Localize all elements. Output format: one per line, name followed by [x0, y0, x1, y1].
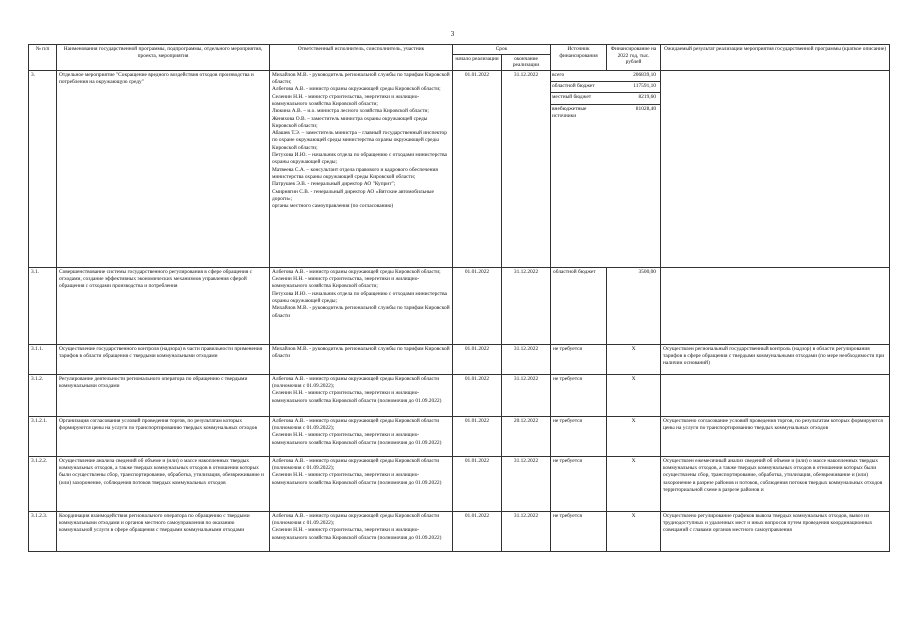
- table-row: [29, 70, 890, 267]
- row-name: Координация взаимодействия регионального оператора по обращению с твердыми коммунальными отходами и органов местного самоуправления по оказанию коммунальной услуги в сфере обращения с твердыми коммунальными отходами: [57, 511, 270, 551]
- row-executor: Михайлов М.В. - руководитель региональной службы по тарифам Кировской области; Албегова А.В. - министр охраны окружающей среды Кировской области; Селенин Н.Н. - министр строительства, энергетики и жилищно-коммунального хозяйства Кировской области; Люкина А.В. – и.о. министра лесного хозяйства Кировской области; Женяхова О.В. – заместитель министра охраны окружающей среды Кировской области; Абашев Т.Э. – заместитель министра – главный государственный инспектор по охране окружающей среды министерства охраны окружающей среды Кировской области; Петухова И.Ю. – начальник отдела по обращению с отходами министерства охраны окружающей среды; Матвеева С.А. – консультант отдела правового и кадрового обеспечения министерства охраны окружающей среды Кировской области; Патрушев Э.В. - генеральный директор АО "Куприт"; Смирнягин С.В. - генеральный директор АО «Вятские автомобильные дороги»; органы местного самоуправления (по согласованию): [270, 70, 453, 267]
- row-result: [661, 267, 890, 344]
- row-num: 3.: [29, 70, 57, 267]
- row-end: 31.12.2022: [502, 70, 551, 267]
- header-term: Срок: [453, 45, 551, 55]
- row-executor: Албегова А.В. - министр охраны окружающей среды Кировской области (полномочия с 01.09.2022); Селенин Н.Н. - министр строительства, энергетики и жилищно-коммунального хозяйства Кировской области (полномочия до 01.09.2022): [270, 374, 453, 416]
- header-financing: Финансирование на 2022 год, тыс. рублей: [607, 45, 661, 71]
- financing-source: не требуется: [551, 511, 607, 551]
- row-executor: Албегова А.В. - министр охраны окружающей среды Кировской области (полномочия с 01.09.2022); Селенин Н.Н. - министр строительства, энергетики и жилищно-коммунального хозяйства Кировской области (полномочия до 01.09.2022): [270, 416, 453, 456]
- row-name: Организация согласования условий проведения торгов, по результатам которых формируются цены на услуги по транспортированию твердых коммунальных отходов: [57, 416, 270, 456]
- row-executor: Албегова А.В. - министр охраны окружающей среды Кировской области (полномочия с 01.09.2022); Селенин Н.Н. - министр строительства, энергетики и жилищно-коммунального хозяйства Кировской области (полномочия до 01.09.2022): [270, 511, 453, 551]
- row-result: Осуществлено регулирование графиков вывоза твердых коммунальных отходов, вывоз из труднодоступных и удаленных мест и иных вопросов путем проведения координационных совещаний с главами органов местного самоуправления: [661, 511, 890, 551]
- row-num: 3.1.2.3.: [29, 511, 57, 551]
- header-start: начало реализации: [453, 54, 502, 70]
- header-source: Источник финансирования: [551, 45, 607, 71]
- row-start: 01.01.2022: [453, 456, 502, 511]
- financing-source: не требуется: [551, 374, 607, 416]
- financing-source: местный бюджет: [551, 93, 607, 104]
- financing-amount: X: [607, 374, 661, 416]
- financing-breakdown: [551, 71, 660, 122]
- row-name: Отдельное мероприятие "Сокращение вредного воздействия отходов производства и потребления на окружающую среду": [57, 70, 270, 267]
- row-start: 01.01.2022: [453, 374, 502, 416]
- financing-amount: X: [607, 511, 661, 551]
- financing-line: [551, 93, 660, 104]
- financing-line: [551, 104, 660, 122]
- row-executor: Албегова А.В. - министр охраны окружающей среды Кировской области; Селенин Н.Н. - министр строительства, энергетики и жилищно-коммунального хозяйства Кировской области; Петухова И.Ю. – начальник отдела по обращению с отходами министерства охраны окружающей среды; Михайлов М.В. - руководитель региональной службы по тарифам Кировской области: [270, 267, 453, 344]
- row-end: 31.12.2022: [502, 456, 551, 511]
- row-result: Осуществлено согласование условий проведения торгов, по результатам которых формируются цены на услуги по транспортированию твердых коммунальных отходов: [661, 416, 890, 456]
- table-row: [29, 344, 890, 374]
- row-name: Регулирование деятельности регионального оператора по обращению с твердыми коммунальными отходами: [57, 374, 270, 416]
- financing-source: областной бюджет: [551, 267, 607, 344]
- financing-source: всего: [551, 71, 607, 82]
- financing-amount: 117591,10: [607, 82, 660, 93]
- header-num: № п/п: [29, 45, 57, 71]
- financing-amount: 206839,10: [607, 71, 660, 82]
- program-table: [28, 44, 890, 552]
- row-end: 31.12.2022: [502, 344, 551, 374]
- row-end: 31.12.2022: [502, 374, 551, 416]
- financing-source: не требуется: [551, 416, 607, 456]
- row-name: Совершенствование системы государственного регулирования в сфере обращения с отходами, создание эффективных экономических механизмов управления сферой обращения с отходами производства и потребления: [57, 267, 270, 344]
- row-start: 01.01.2022: [453, 511, 502, 551]
- row-num: 3.1.2.1.: [29, 416, 57, 456]
- table-row: [29, 456, 890, 511]
- row-executor: Албегова А.В. - министр охраны окружающей среды Кировской области (полномочия с 01.09.2022); Селенин Н.Н. - министр строительства, энергетики и жилищно-коммунального хозяйства Кировской области (полномочия до 01.09.2022): [270, 456, 453, 511]
- row-name: Осуществление анализа сведений об объеме и (или) о массе накопленных твердых коммунальных отходов, а также твердых коммунальных отходов в отношении которых были осуществлены сбор, транспортирование, обработка, утилизация, обезвреживание и (или) захоронение, соблюдения потоков твердых коммунальных отходов: [57, 456, 270, 511]
- row-result: [661, 374, 890, 416]
- row-financing: [551, 70, 661, 267]
- header-name: Наименования государственной программы, подпрограммы, отдельного мероприятия, проекта, мероприятия: [57, 45, 270, 71]
- row-num: 3.1.: [29, 267, 57, 344]
- page-number: 3: [450, 30, 455, 38]
- financing-source: внебюджетные источники: [552, 105, 587, 119]
- financing-amount: 8219,60: [607, 93, 660, 104]
- row-num: 3.1.1.: [29, 344, 57, 374]
- table-row: [29, 267, 890, 344]
- row-executor: Михайлов М.В. - руководитель региональной службы по тарифам Кировской области: [270, 344, 453, 374]
- row-result: Осуществлен региональный государственный контроль (надзор) в области регулирования тарифов в сфере обращения с твердыми коммунальными отходами (по мере необходимости при наличии оснований): [661, 344, 890, 374]
- row-end: 31.12.2022: [502, 267, 551, 344]
- row-result: Осуществлен ежемесячный анализ сведений об объеме и (или) о массе накопленных твердых коммунальных отходов, а также твердых коммунальных отходов в отношении которых были осуществлены сбор, транспортирование, обработка, утилизация, обезвреживание и (или) захоронение в разрезе районов и потоков, соблюдения потоков твердых коммунальных отходов территориальной схеме в разрезе районов и: [661, 456, 890, 511]
- row-end: 31.12.2022: [502, 511, 551, 551]
- header-result: Ожидаемый результат реализации мероприятия государственной программы (краткое описание): [661, 45, 890, 71]
- financing-line: [551, 71, 660, 82]
- financing-amount: 81028,40: [635, 105, 657, 112]
- financing-amount: X: [607, 344, 661, 374]
- row-start: 01.01.2022: [453, 267, 502, 344]
- row-num: 3.1.2.: [29, 374, 57, 416]
- row-start: 01.01.2022: [453, 70, 502, 267]
- financing-source: областной бюджет: [551, 82, 607, 93]
- header-end: окончание реализации: [502, 54, 551, 70]
- financing-line: [551, 82, 660, 93]
- header-row: [29, 45, 890, 55]
- row-num: 3.1.2.2.: [29, 456, 57, 511]
- table-row: [29, 374, 890, 416]
- financing-amount: 3500,00: [607, 267, 661, 344]
- row-name: Осуществление государственного контроля (надзора) в части правильности применения тарифов в области обращения с твердыми коммунальными отходами: [57, 344, 270, 374]
- financing-amount: X: [607, 456, 661, 511]
- header-executor: Ответственный исполнитель, соисполнитель, участник: [270, 45, 453, 71]
- financing-source: не требуется: [551, 456, 607, 511]
- table-row: [29, 511, 890, 551]
- row-start: 01.01.2022: [453, 416, 502, 456]
- row-start: 01.01.2022: [453, 344, 502, 374]
- financing-source: не требуется: [551, 344, 607, 374]
- row-end: 20.12.2022: [502, 416, 551, 456]
- row-result: [661, 70, 890, 267]
- financing-amount: X: [607, 416, 661, 456]
- table-row: [29, 416, 890, 456]
